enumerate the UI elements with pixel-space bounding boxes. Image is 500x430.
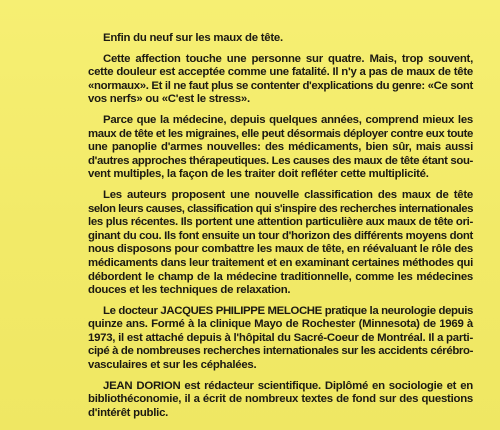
text-line: maux de tête et les migraines, elle peut désormais déployer contre eux toute xyxy=(88,127,473,140)
text-line: Cette affection touche une personne sur quatre. Mais, trop souvent, xyxy=(103,52,473,65)
text-line: Enfin du neuf sur les maux de tête. xyxy=(103,32,283,44)
text-line: médicaments dans leur traitement et en examinant certaines méthodes qui xyxy=(88,256,473,269)
text-line: cette douleur est acceptée comme une fatalité. Il n'y a pas de maux de tête xyxy=(88,66,473,79)
text-line: vasculaires et sur les céphalées. xyxy=(88,359,257,372)
text-line: JEAN DORION est rédacteur scientifique. Diplômé en sociologie et en xyxy=(103,379,473,392)
text-line: ginant du cou. Ils font ensuite un tour d'horizon des différents moyens dont xyxy=(88,229,473,242)
paragraph-author-meloche xyxy=(88,305,473,373)
text-line: une panoplie d'armes nouvelles: des médicaments, bien sûr, mais aussi xyxy=(88,141,473,154)
paragraph-auteurs xyxy=(88,189,473,298)
text-line: selon leurs causes, classification qui s'inspire des recherches internationales xyxy=(88,202,473,215)
text-line: débordent le champ de la médecine traditionnelle, comme les médecines xyxy=(88,270,473,283)
text-line: nous disposons pour combattre les maux de tête, en réévaluant le rôle des xyxy=(88,243,473,256)
text-line: cipé à de nombreuses recherches internationales sur les accidents cérébro- xyxy=(88,345,473,358)
paragraph-author-dorion xyxy=(88,380,473,421)
cover-text xyxy=(88,32,473,427)
text-line: Le docteur JACQUES PHILIPPE MELOCHE pratique la neurologie depuis xyxy=(103,304,473,317)
text-line: d'autres approches thérapeutiques. Les causes des maux de tête étant sou- xyxy=(88,154,473,167)
text-line: d'intérêt public. xyxy=(88,406,169,419)
text-line: vent multiples, la façon de les traiter doit refléter cette multiplicité. xyxy=(88,168,429,181)
paragraph-affection xyxy=(88,53,473,107)
paragraph-medecine xyxy=(88,114,473,182)
text-line: les plus récentes. Ils portent une attention particulière aux maux de tête ori- xyxy=(88,216,473,229)
text-line: douces et les techniques de relaxation. xyxy=(88,284,291,297)
text-line: 1973, il est attaché depuis à l'hôpital du Sacré-Coeur de Montréal. Il a parti- xyxy=(88,331,473,344)
text-line: Parce que la médecine, depuis quelques années, comprend mieux les xyxy=(103,113,473,126)
text-line: quinze ans. Formé à la clinique Mayo de Rochester (Minnesota) de 1969 à xyxy=(88,318,473,331)
text-line: «normaux». Et il ne faut plus se contenter d'explications du genre: «Ce sont xyxy=(88,79,473,92)
intro-title-paragraph xyxy=(88,32,473,46)
text-line: Les auteurs proposent une nouvelle classification des maux de tête xyxy=(103,188,473,201)
text-line: vos nerfs» ou «C'est le stress». xyxy=(88,93,250,106)
text-line: bibliothéconomie, il a écrit de nombreux textes de fond sur des questions xyxy=(88,393,473,406)
